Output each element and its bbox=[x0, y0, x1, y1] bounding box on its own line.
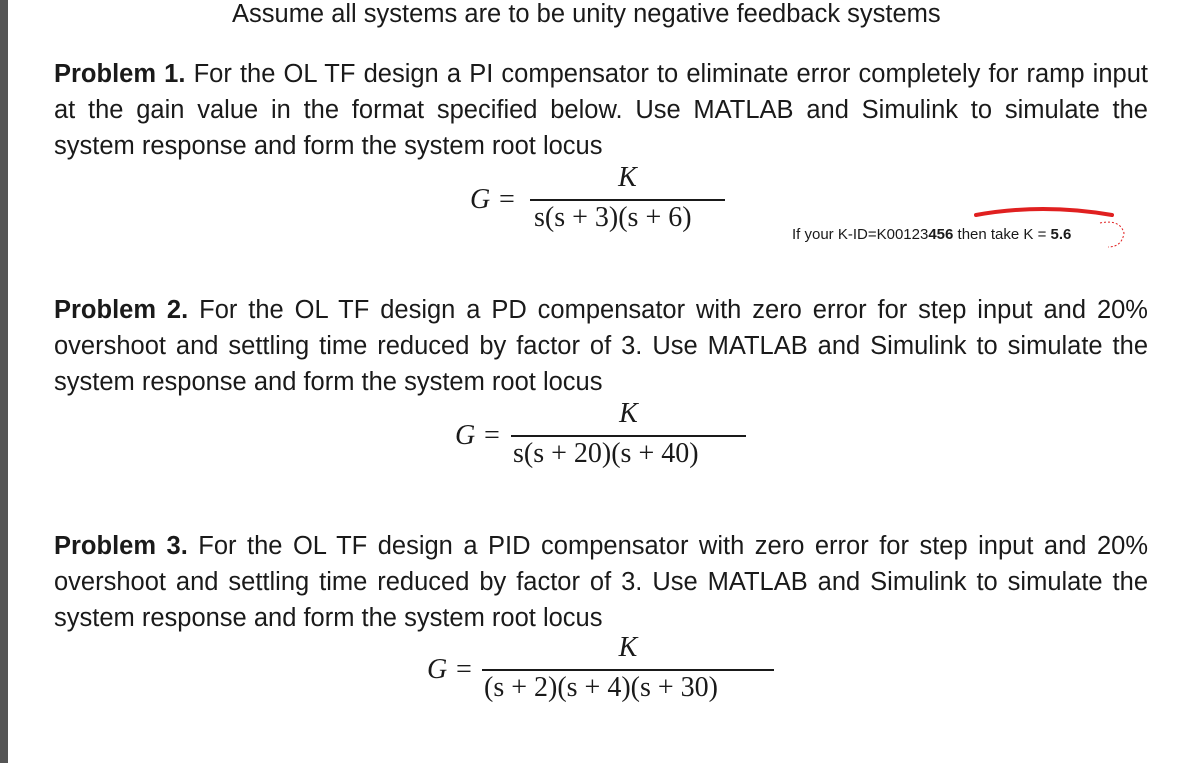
fraction-bar bbox=[482, 669, 774, 671]
problem-3-text: For the OL TF design a PID compensator with zero error for step input and 20% overshoot and settling time reduced by factor of 3. Use MATLAB and Simulink to simulate the system response and form the system root locus bbox=[54, 532, 1148, 632]
equation-denominator: (s + 2)(s + 4)(s + 30) bbox=[484, 672, 719, 703]
red-underline-arc bbox=[976, 209, 1112, 215]
note-middle: then take K = bbox=[953, 226, 1051, 243]
red-annotation-mark bbox=[972, 205, 1132, 255]
equation-numerator: K bbox=[619, 398, 638, 429]
problem-1-text: For the OL TF design a PI compensator to eliminate error completely for ramp input at the gain value in the format specified below. Use MATLAB and Simulink to simulate the system response and form the system root locus bbox=[54, 60, 1148, 160]
problem-2-text: For the OL TF design a PD compensator with zero error for step input and 20% overshoot and settling time reduced by factor of 3. Use MATLAB and Simulink to simulate the system response and form the system root locus bbox=[54, 296, 1148, 396]
note-k-value: 5.6 bbox=[1050, 226, 1072, 243]
equation-numerator: K bbox=[618, 632, 638, 663]
equation-lhs: G = bbox=[455, 420, 502, 451]
problem-1-label: Problem 1. bbox=[54, 60, 186, 88]
equation-denominator: s(s + 3)(s + 6) bbox=[534, 202, 692, 233]
red-dotted-circle bbox=[1100, 222, 1124, 247]
fraction-bar bbox=[511, 435, 746, 437]
note-id-digits: 456 bbox=[928, 226, 954, 243]
problem-3-paragraph bbox=[54, 528, 1148, 636]
equation-lhs: G = bbox=[427, 654, 474, 685]
viewer-edge-bar bbox=[0, 0, 8, 763]
problem-1-paragraph bbox=[54, 56, 1148, 164]
fraction-bar bbox=[530, 199, 725, 201]
equation-numerator: K bbox=[618, 162, 637, 193]
problem-2-paragraph bbox=[54, 292, 1148, 400]
equation-denominator: s(s + 20)(s + 40) bbox=[513, 438, 699, 469]
problem-2-label: Problem 2. bbox=[54, 296, 189, 324]
equation-lhs: G = bbox=[470, 184, 517, 215]
note-prefix: If your K-ID=K00123 bbox=[792, 226, 929, 243]
page-header: Assume all systems are to be unity negative feedback systems bbox=[232, 0, 941, 28]
problem-3-label: Problem 3. bbox=[54, 532, 188, 560]
